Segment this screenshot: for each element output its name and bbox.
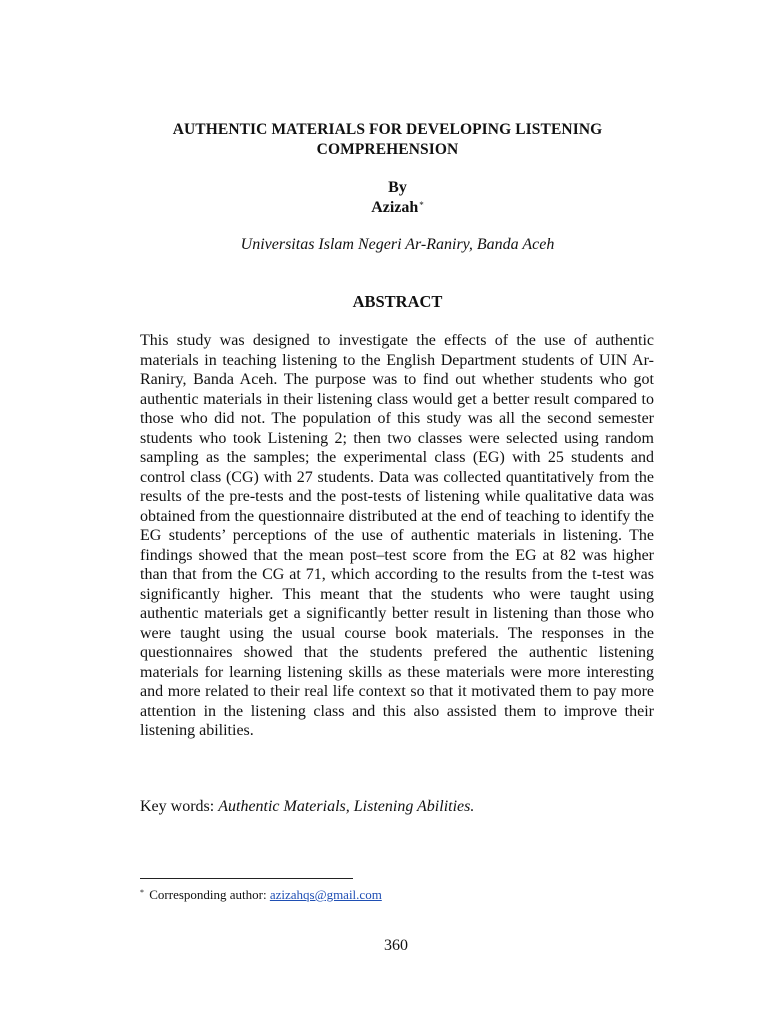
abstract-heading: ABSTRACT — [352, 292, 443, 311]
keywords-values: Authentic Materials, Listening Abilities. — [218, 798, 475, 815]
author-affiliation: Universitas Islam Negeri Ar-Raniry, Banda Aceh — [240, 236, 555, 253]
paper-title: AUTHENTIC MATERIALS FOR DEVELOPING LISTENING COMPREHENSION — [172, 121, 603, 158]
footnote-mark: * — [140, 888, 144, 897]
footnote-divider — [140, 878, 353, 879]
keywords — [140, 797, 660, 817]
author-name-text: Azizah — [371, 199, 419, 216]
byline-label: By — [388, 179, 407, 196]
footnote — [140, 886, 640, 904]
abstract-text: This study was designed to investigate the effects of the use of authentic materials in teaching listening to the English Department students of UIN Ar-Raniry, Banda Aceh. The purpose was to find out whether students who got authentic materials in their listening class would get a better result compared to those who did not. The population of this study was all the second semester students who took Listening 2; then two classes were selected using random sampling as the samples; the experimental class (EG) with 25 students and control class (CG) with 27 students. Data was collected quantitatively from the results of the pre-tests and the post-tests of listening while qualitative data was obtained from the questionnaire distributed at the end of teaching to identify the EG students’ perceptions of the use of authentic materials in listening. The findings showed that the mean post–test score from the EG at 82 was higher than that from the CG at 71, which according to the results from the t-test was significantly higher. This meant that the students who were taught using authentic materials get a significantly better result in listening than those who were taught using the usual course book materials. The responses in the questionnaires showed that the students prefered the authentic listening materials for learning listening skills as these materials were more interesting and more related to their real life context so that it motivated them to pay more attention in the listening class and this also assisted them to improve their listening abilities. — [140, 332, 654, 739]
corresponding-email-link[interactable]: azizahqs@gmail.com — [269, 887, 382, 902]
author-name — [120, 198, 675, 218]
footnote-label: Corresponding author: — [146, 887, 270, 902]
page-number: 360 — [384, 937, 408, 954]
keywords-label: Key words: — [140, 798, 219, 815]
author-footnote-mark: * — [419, 200, 424, 210]
